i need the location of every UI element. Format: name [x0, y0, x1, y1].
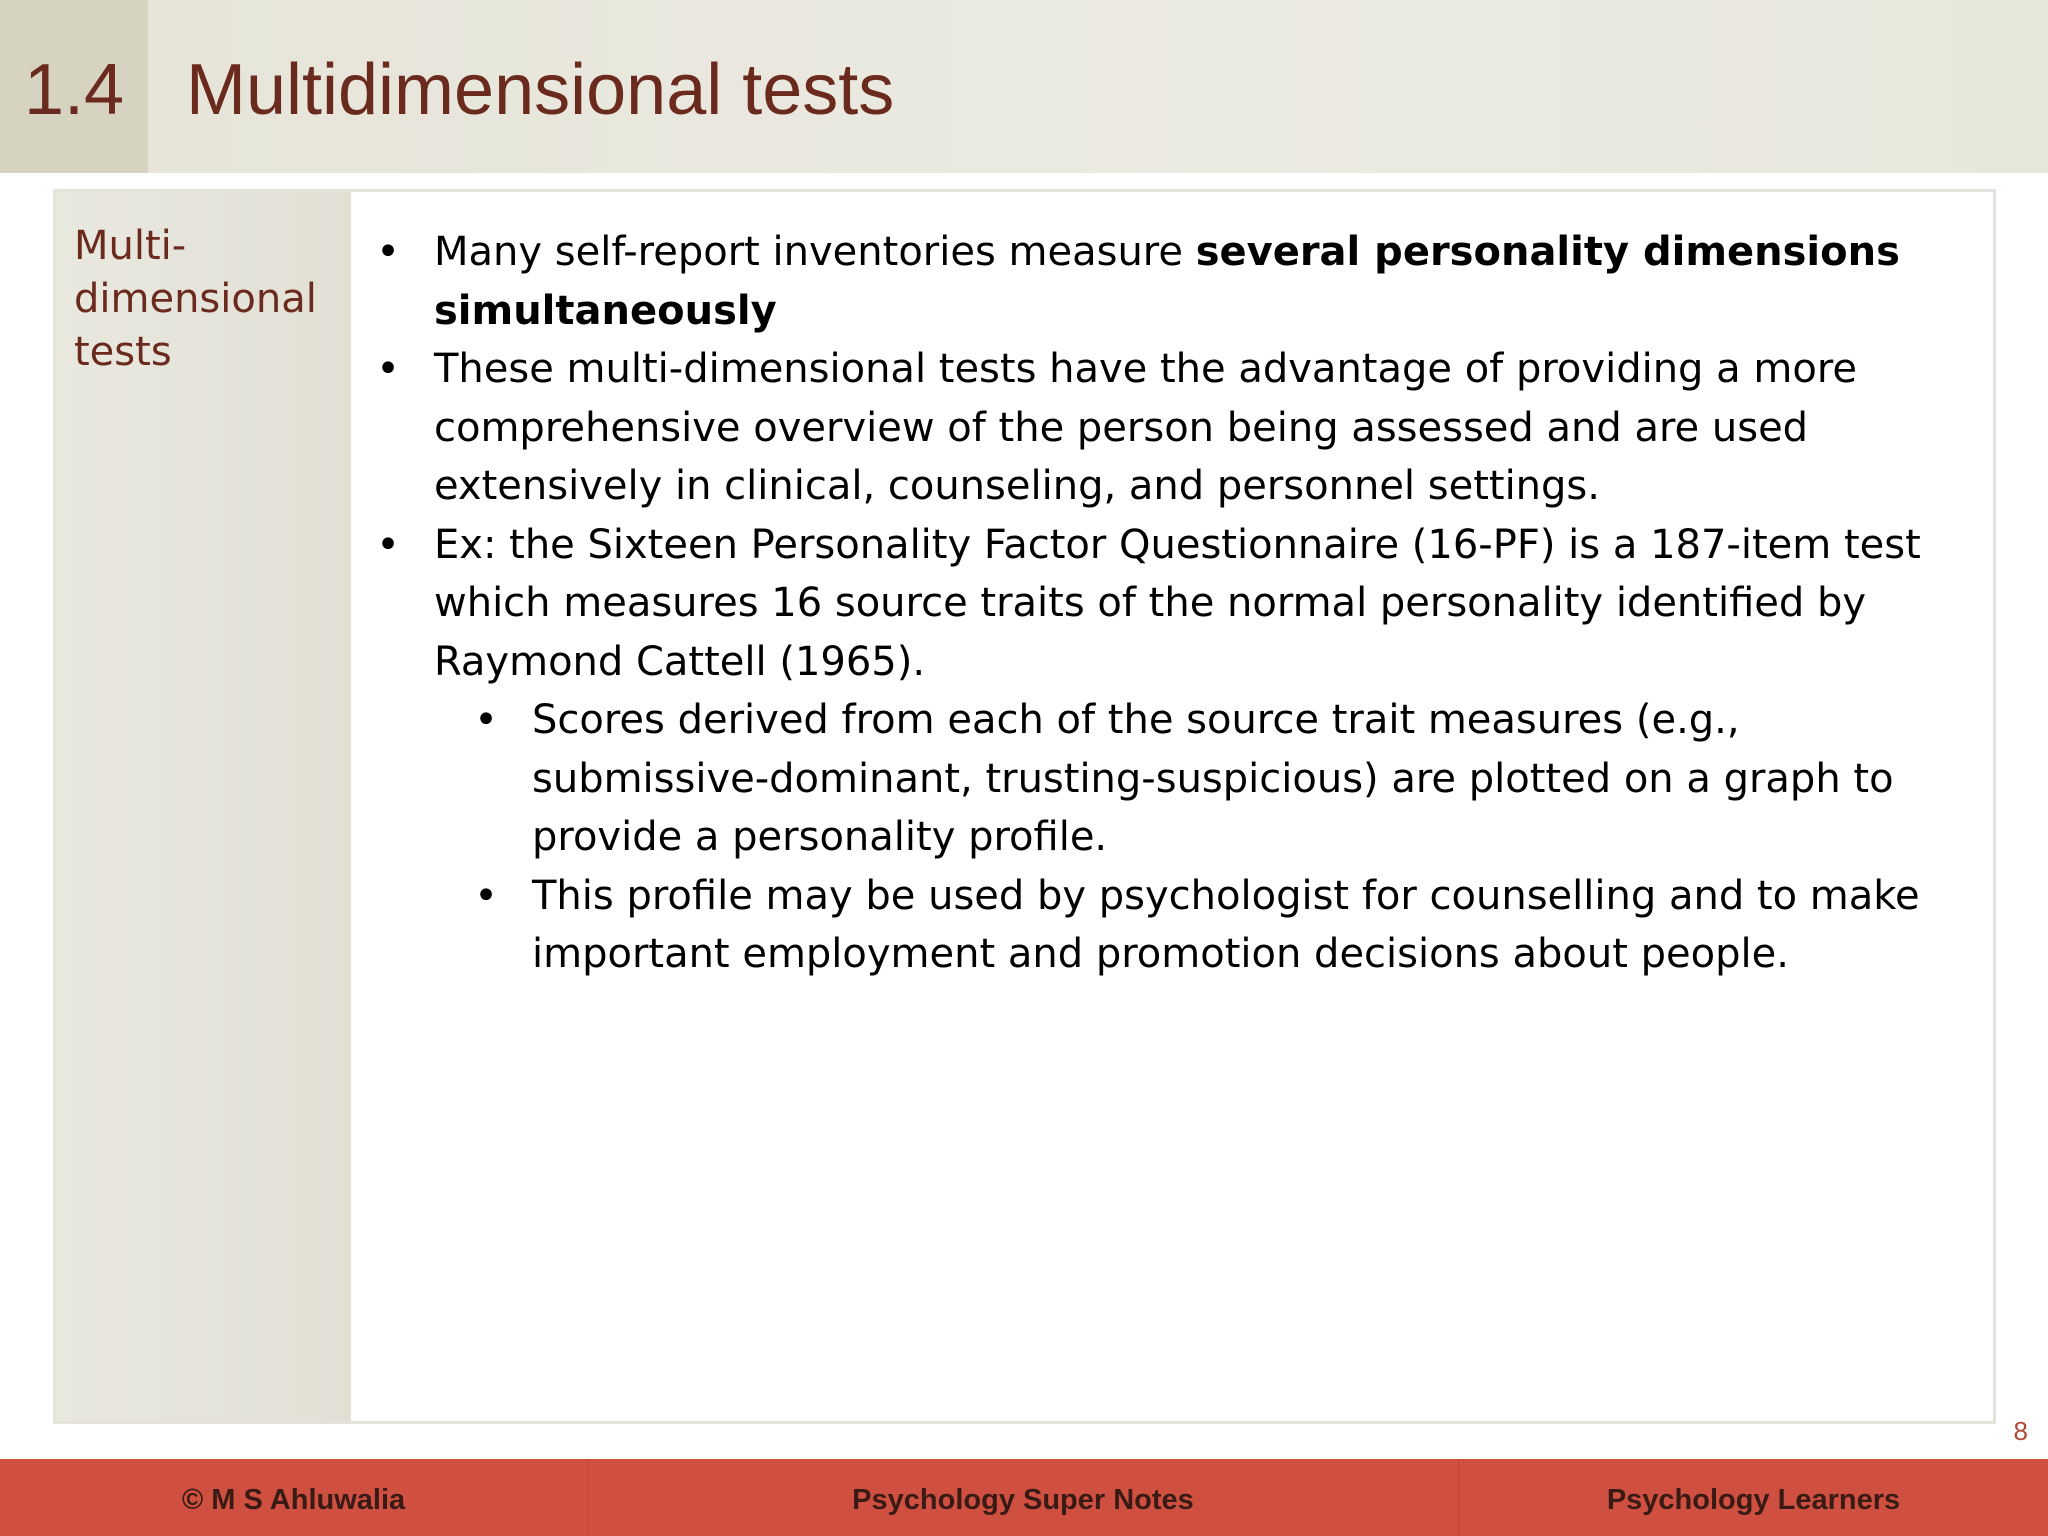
sub-bullet-item: [376, 691, 1966, 867]
bullet-text: Ex: the Sixteen Personality Factor Questionnaire (16-PF) is a 187-item test which measures 16 source traits of the normal personality identified by Raymond Cattell (1965).: [434, 521, 1921, 685]
section-number: 1.4: [24, 50, 125, 130]
bullet-text: These multi-dimensional tests have the advantage of providing a more comprehensive overview of the person being assessed and are used extensively in clinical, counseling, and personnel settings.: [434, 346, 1857, 509]
sub-bullet-list: [376, 691, 1966, 984]
bullet-list: [376, 223, 1966, 984]
bullet-text: Many self-report inventories measure: [434, 229, 1196, 275]
side-label-line: dimensional: [74, 276, 317, 322]
sub-bullet-text: Scores derived from each of the source trait measures (e.g., submissive-dominant, trusting-suspicious) are plotted on a graph to provide a personality profile.: [532, 697, 1894, 860]
bullet-item: [376, 516, 1966, 692]
sub-bullet-item: [376, 867, 1966, 984]
bullet-dot: •: [376, 229, 400, 275]
bullet-dot: •: [474, 697, 498, 743]
bullet-bold-text: several personality dimensions simultaneously: [434, 229, 1900, 334]
sub-list-container: [376, 691, 1966, 984]
sub-bullet-text: This profile may be used by psychologist for counselling and to make important employment and promotion decisions about people.: [532, 872, 1920, 977]
slide-title: Multidimensional tests: [186, 50, 895, 130]
side-label: [74, 220, 334, 379]
slide-header: [0, 0, 2048, 173]
side-label-line: Multi-: [74, 223, 187, 269]
page-number: 8: [2013, 1416, 2028, 1446]
side-label-line: tests: [74, 329, 172, 375]
footer-author: © M S Ahluwalia: [0, 1459, 588, 1536]
bullet-dot: •: [376, 521, 400, 568]
slide-footer: [0, 1459, 2048, 1536]
bullet-item: [376, 340, 1966, 516]
bullet-dot: •: [474, 872, 498, 919]
footer-series: Psychology Super Notes: [588, 1459, 1459, 1536]
bullet-dot: •: [376, 346, 400, 392]
bullet-item: [376, 223, 1966, 340]
footer-publisher: Psychology Learners: [1606, 1484, 1901, 1516]
